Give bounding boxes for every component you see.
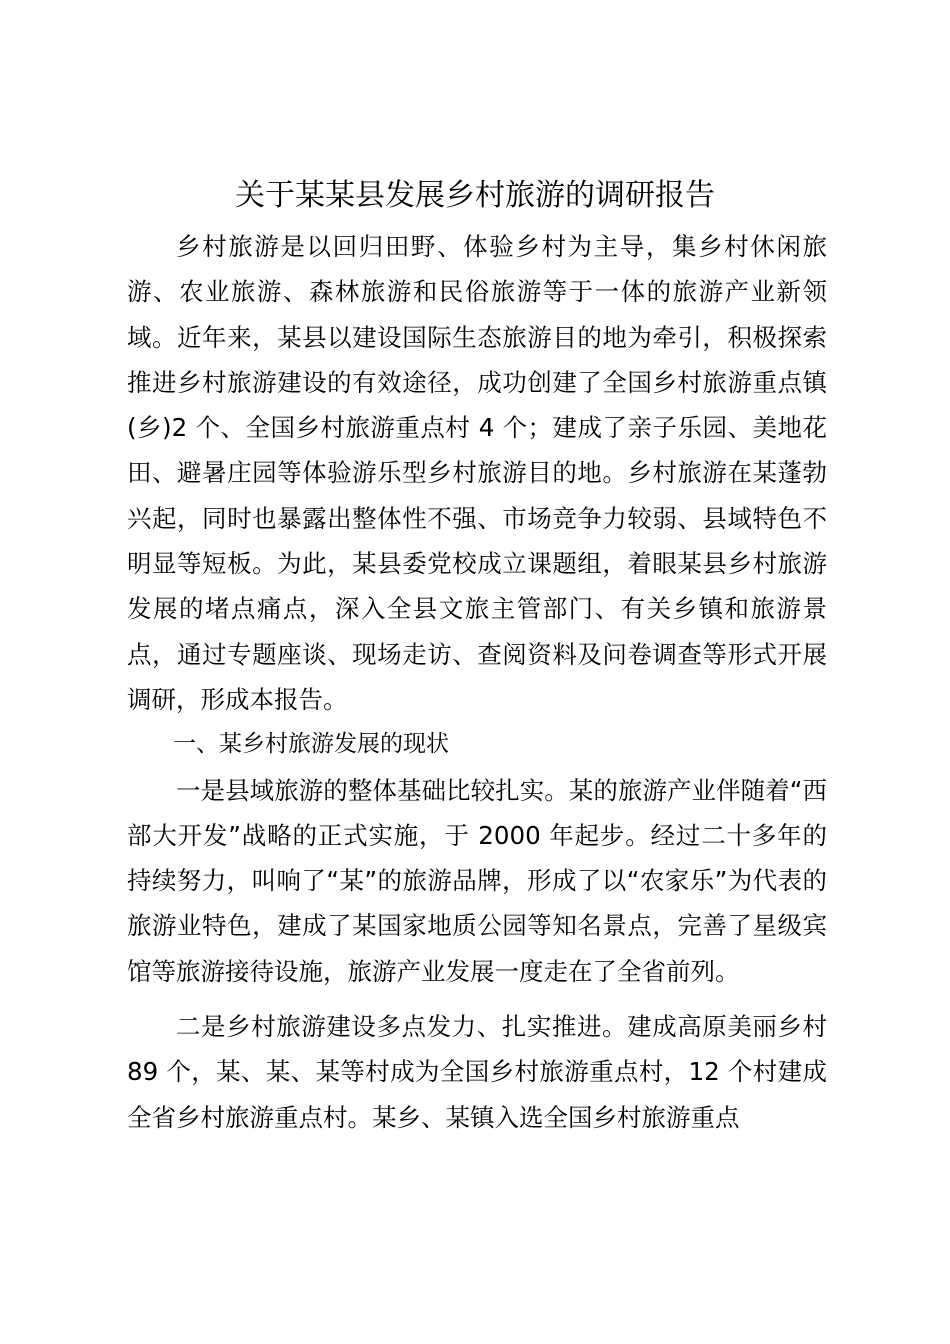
document-title: 关于某某县发展乡村旅游的调研报告 xyxy=(235,178,715,213)
body-paragraph: 二是乡村旅游建设多点发力、扎实推进。建成高原美丽乡村 89 个，某、某、某等村成为全国乡村旅游重点村，12 个村建成全省乡村旅游重点村。某乡、某镇入选全国乡村旅游重点 xyxy=(127,1012,827,1132)
section-heading: 一、某乡村旅游发展的现状 xyxy=(173,731,449,758)
intro-paragraph: 乡村旅游是以回归田野、体验乡村为主导，集乡村休闲旅游、农业旅游、森林旅游和民俗旅游等于一体的旅游产业新领域。近年来，某县以建设国际生态旅游目的地为牵引，积极探索推进乡村旅游建设的有效途径，成功创建了全国乡村旅游重点镇(乡)2 个、全国乡村旅游重点村 4 个；建成了亲子乐园、美地花田、避暑庄园等体验游乐型乡村旅游目的地。乡村旅游在某蓬勃兴起，同时也暴露出整体性不强、市场竞争力较弱、县域特色不明显等短板。为此，某县委党校成立课题组，着眼某县乡村旅游发展的堵点痛点，深入全县文旅主管部门、有关乡镇和旅游景点，通过专题座谈、现场走访、查阅资料及问卷调查等形式开展调研，形成本报告。 xyxy=(127,232,827,714)
document-body xyxy=(127,224,827,1140)
body-paragraph: 一是县域旅游的整体基础比较扎实。某的旅游产业伴随着“西部大开发”战略的正式实施，于 2000 年起步。经过二十多年的持续努力，叫响了“某”的旅游品牌，形成了以“农家乐”为代表的旅游业特色，建成了某国家地质公园等知名景点，完善了星级宾馆等旅游接待设施，旅游产业发展一度走在了全省前列。 xyxy=(127,775,827,986)
